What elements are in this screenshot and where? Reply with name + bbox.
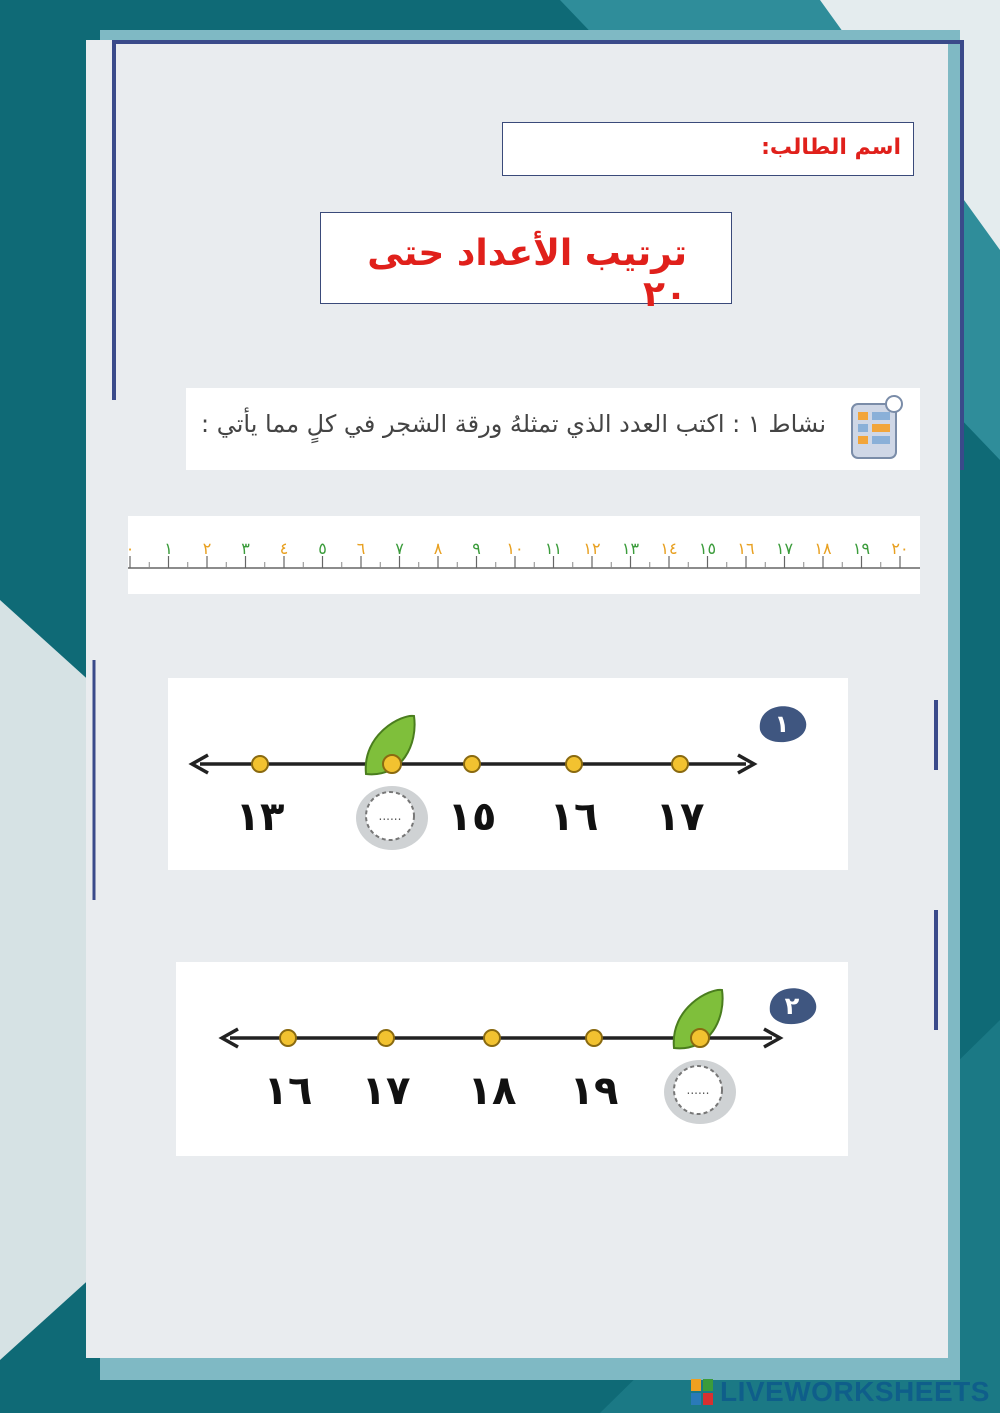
number-label: ١٥ bbox=[447, 794, 497, 840]
ref-number-label: ٠ bbox=[125, 539, 135, 558]
answer-placeholder: ...... bbox=[686, 1083, 710, 1097]
ref-number-label: ٦ bbox=[356, 539, 366, 558]
ref-number-label: ٢ bbox=[202, 539, 212, 558]
number-point bbox=[484, 1030, 500, 1046]
number-point bbox=[378, 1030, 394, 1046]
question-1-card bbox=[168, 678, 848, 870]
number-label: ١٧ bbox=[361, 1068, 411, 1114]
liveworksheets-logo-icon bbox=[690, 1378, 716, 1408]
student-name-box[interactable] bbox=[502, 122, 914, 176]
ref-number-label: ١٩ bbox=[852, 539, 871, 558]
ref-number-label: ٢٠ bbox=[891, 539, 909, 558]
number-label: ١٦ bbox=[549, 794, 599, 840]
ref-number-label: ١٨ bbox=[814, 539, 832, 558]
ref-number-label: ١٢ bbox=[583, 539, 601, 558]
student-name-label: اسم الطالب: bbox=[761, 135, 901, 160]
ref-number-label: ١٠ bbox=[506, 539, 524, 558]
number-point bbox=[464, 756, 480, 772]
number-label: ١٨ bbox=[467, 1068, 517, 1114]
number-point bbox=[566, 756, 582, 772]
number-label: ١٦ bbox=[263, 1068, 313, 1114]
number-point bbox=[672, 756, 688, 772]
ref-number-label: ١٦ bbox=[737, 539, 755, 558]
number-point bbox=[280, 1030, 296, 1046]
question-badge-number: ٢ bbox=[784, 992, 800, 1020]
question-badge-number: ١ bbox=[774, 710, 790, 738]
ref-number-label: ١١ bbox=[544, 539, 563, 558]
worksheet-icon bbox=[846, 394, 906, 464]
number-point bbox=[252, 756, 268, 772]
number-point bbox=[586, 1030, 602, 1046]
activity-banner bbox=[186, 388, 920, 470]
reference-number-line-graphic bbox=[125, 516, 920, 594]
footer-brand bbox=[690, 1376, 990, 1410]
number-label: ١٣ bbox=[235, 794, 285, 840]
question-2-number-line bbox=[176, 962, 848, 1156]
answer-placeholder: ...... bbox=[378, 809, 402, 823]
title-box bbox=[320, 212, 732, 315]
ref-number-label: ٧ bbox=[395, 539, 404, 558]
question-2-card bbox=[176, 962, 848, 1156]
ref-number-label: ١٤ bbox=[660, 539, 678, 558]
page-title: ترتيب الأعداد حتى ٢٠ bbox=[367, 233, 687, 315]
ref-number-label: ٥ bbox=[318, 539, 327, 558]
ref-number-label: ٩ bbox=[472, 539, 481, 558]
reference-number-line bbox=[125, 516, 920, 594]
ref-number-label: ٣ bbox=[241, 539, 250, 558]
number-label: ١٩ bbox=[569, 1068, 619, 1114]
footer-brand-text: LIVEWORKSHEETS bbox=[720, 1376, 990, 1407]
ref-number-label: ١٧ bbox=[775, 539, 794, 558]
ref-number-label: ١ bbox=[164, 539, 173, 558]
ref-number-label: ١٣ bbox=[621, 539, 640, 558]
activity-instruction: نشاط ١ : اكتب العدد الذي تمثلهُ ورقة الشجر في كلٍ مما يأتي : bbox=[200, 410, 826, 438]
number-point bbox=[383, 755, 401, 773]
ref-number-label: ٨ bbox=[433, 539, 443, 558]
ref-number-label: ١٥ bbox=[698, 539, 717, 558]
number-label: ١٧ bbox=[655, 794, 705, 840]
ref-number-label: ٤ bbox=[279, 539, 289, 558]
question-1-number-line bbox=[168, 678, 848, 870]
number-point bbox=[691, 1029, 709, 1047]
